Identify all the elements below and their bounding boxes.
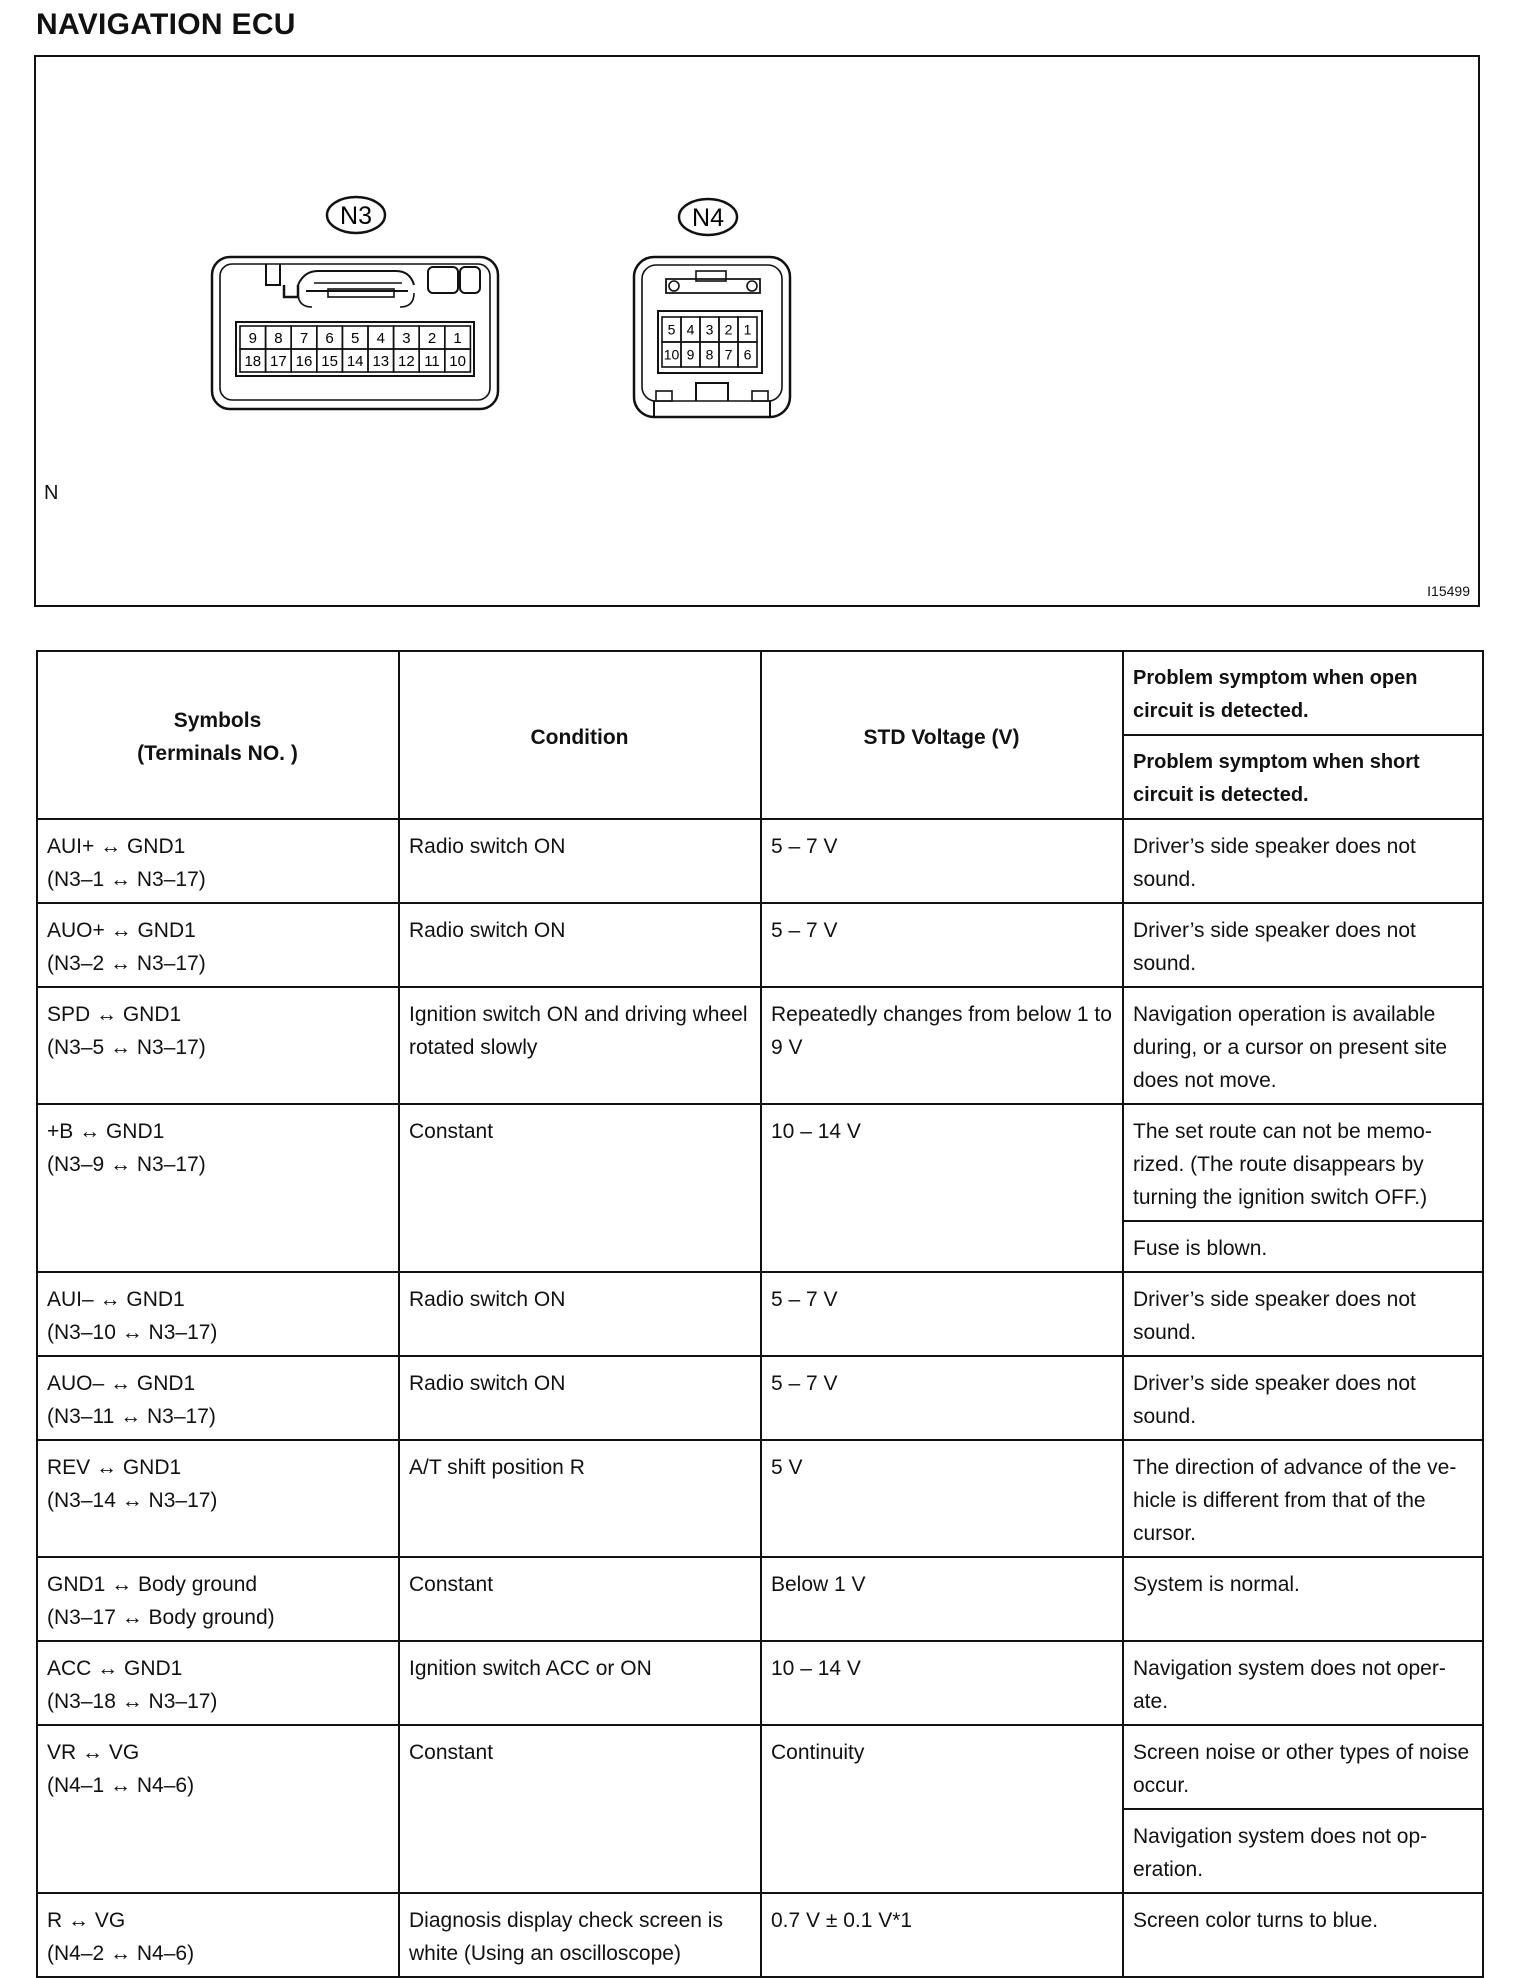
cell-voltage: 5 V [761,1440,1123,1557]
terminal-number: 2 [724,321,733,338]
cell-voltage: 5 – 7 V [761,1356,1123,1440]
page-title: NAVIGATION ECU [36,8,296,41]
cell-voltage: Continuity [761,1725,1123,1893]
terminal-number: 1 [453,329,462,347]
cell-symptom: Navigation operation is available during, or a cursor on present site does not move. [1123,987,1483,1104]
cell-condition: Ignition switch ON and driving wheel rotated slowly [399,987,761,1104]
cell-symbol: AUO– ↔ GND1 (N3–11 ↔ N3–17) [37,1356,399,1440]
cell-symptom: The direction of advance of the ve-hicle is different from that of the cursor. [1123,1440,1483,1557]
cell-symptom: System is normal. [1123,1557,1483,1641]
side-letter: N [44,482,59,504]
cell-symptom: Driver’s side speaker does not sound. [1123,903,1483,987]
cell-symbol: AUI– ↔ GND1 (N3–10 ↔ N3–17) [37,1272,399,1356]
cell-condition: A/T shift position R [399,1440,761,1557]
terminal-number: 9 [686,346,695,363]
cell-symptom: Navigation system does not oper-ate. [1123,1641,1483,1725]
table-row [37,1641,1483,1725]
n3-label: N3 [340,202,372,230]
cell-symbol: ACC ↔ GND1 (N3–18 ↔ N3–17) [37,1641,399,1725]
cell-condition: Diagnosis display check screen is white (Using an oscilloscope) [399,1893,761,1977]
terminal-number: 17 [270,352,287,370]
cell-voltage: Below 1 V [761,1557,1123,1641]
terminal-number: 10 [663,346,680,363]
table-body [37,819,1483,1977]
table-row [37,819,1483,903]
terminal-number: 16 [295,352,313,370]
terminal-spec-table [36,650,1484,1978]
terminal-number: 14 [346,352,364,370]
header-open-symptom: Problem symptom when open circuit is detected. [1123,651,1483,735]
cell-voltage: 5 – 7 V [761,819,1123,903]
table-row [37,1557,1483,1641]
terminal-number: 4 [376,329,385,347]
terminal-number: 13 [372,352,390,370]
cell-symbol: AUO+ ↔ GND1 (N3–2 ↔ N3–17) [37,903,399,987]
header-voltage: STD Voltage (V) [761,651,1123,819]
cell-condition: Radio switch ON [399,819,761,903]
terminal-number: 18 [244,352,262,370]
table-row [37,987,1483,1104]
table-row [37,1104,1483,1221]
cell-condition: Constant [399,1557,761,1641]
table-row [37,1356,1483,1440]
connector-diagram [34,55,1480,607]
cell-symbol: AUI+ ↔ GND1 (N3–1 ↔ N3–17) [37,819,399,903]
cell-condition: Radio switch ON [399,903,761,987]
table-row [37,1725,1483,1809]
terminal-number: 11 [424,352,440,370]
terminal-number: 8 [274,329,283,347]
cell-symbol: R ↔ VG (N4–2 ↔ N4–6) [37,1893,399,1977]
cell-voltage: 5 – 7 V [761,903,1123,987]
terminal-number: 12 [398,352,415,370]
cell-voltage: 5 – 7 V [761,1272,1123,1356]
cell-voltage: Repeatedly changes from below 1 to 9 V [761,987,1123,1104]
header-symbols: Symbols (Terminals NO. ) [37,651,399,819]
cell-symptom: Driver’s side speaker does not sound. [1123,1356,1483,1440]
n4-terminal-grid [662,317,757,367]
terminal-number: 6 [325,329,334,347]
cell-condition: Constant [399,1725,761,1893]
terminal-number: 1 [743,321,752,338]
cell-symptom: Screen noise or other types of noise occur. [1123,1725,1483,1809]
terminal-number: 10 [449,352,466,370]
cell-condition: Ignition switch ACC or ON [399,1641,761,1725]
cell-voltage: 10 – 14 V [761,1104,1123,1272]
cell-symbol: SPD ↔ GND1 (N3–5 ↔ N3–17) [37,987,399,1104]
table-row [37,1272,1483,1356]
table-row [37,903,1483,987]
cell-symptom: Driver’s side speaker does not sound. [1123,819,1483,903]
cell-symptom: The set route can not be memo-rized. (The route disappears by turning the ignition switch OFF.) [1123,1104,1483,1221]
cell-voltage: 0.7 V ± 0.1 V*1 [761,1893,1123,1977]
terminal-number: 3 [402,329,411,347]
cell-symptom: Navigation system does not op-eration. [1123,1809,1483,1893]
terminal-number: 4 [686,321,695,338]
terminal-number: 6 [743,346,752,363]
cell-condition: Constant [399,1104,761,1272]
n3-terminal-grid [240,326,470,372]
cell-voltage: 10 – 14 V [761,1641,1123,1725]
cell-symbol: VR ↔ VG (N4–1 ↔ N4–6) [37,1725,399,1893]
cell-symptom: Screen color turns to blue. [1123,1893,1483,1977]
cell-condition: Radio switch ON [399,1356,761,1440]
terminal-number: 15 [321,352,338,370]
header-short-symptom: Problem symptom when short circuit is detected. [1123,735,1483,819]
terminal-number: 8 [705,346,714,363]
terminal-number: 9 [248,329,257,347]
n4-label: N4 [692,204,724,232]
cell-symptom: Fuse is blown. [1123,1221,1483,1272]
terminal-number: 2 [427,329,437,347]
cell-symbol: +B ↔ GND1 (N3–9 ↔ N3–17) [37,1104,399,1272]
terminal-number: 5 [351,329,360,347]
terminal-number: 5 [667,321,676,338]
cell-symptom: Driver’s side speaker does not sound. [1123,1272,1483,1356]
terminal-number: 7 [299,329,309,347]
cell-condition: Radio switch ON [399,1272,761,1356]
terminal-number: 3 [705,321,714,338]
header-condition: Condition [399,651,761,819]
cell-symbol: REV ↔ GND1 (N3–14 ↔ N3–17) [37,1440,399,1557]
figure-id: I15499 [1427,583,1470,599]
connector-drawing [36,57,1478,605]
terminal-number: 7 [724,346,733,363]
table-row [37,1440,1483,1557]
cell-symbol: GND1 ↔ Body ground (N3–17 ↔ Body ground) [37,1557,399,1641]
table-row [37,1893,1483,1977]
